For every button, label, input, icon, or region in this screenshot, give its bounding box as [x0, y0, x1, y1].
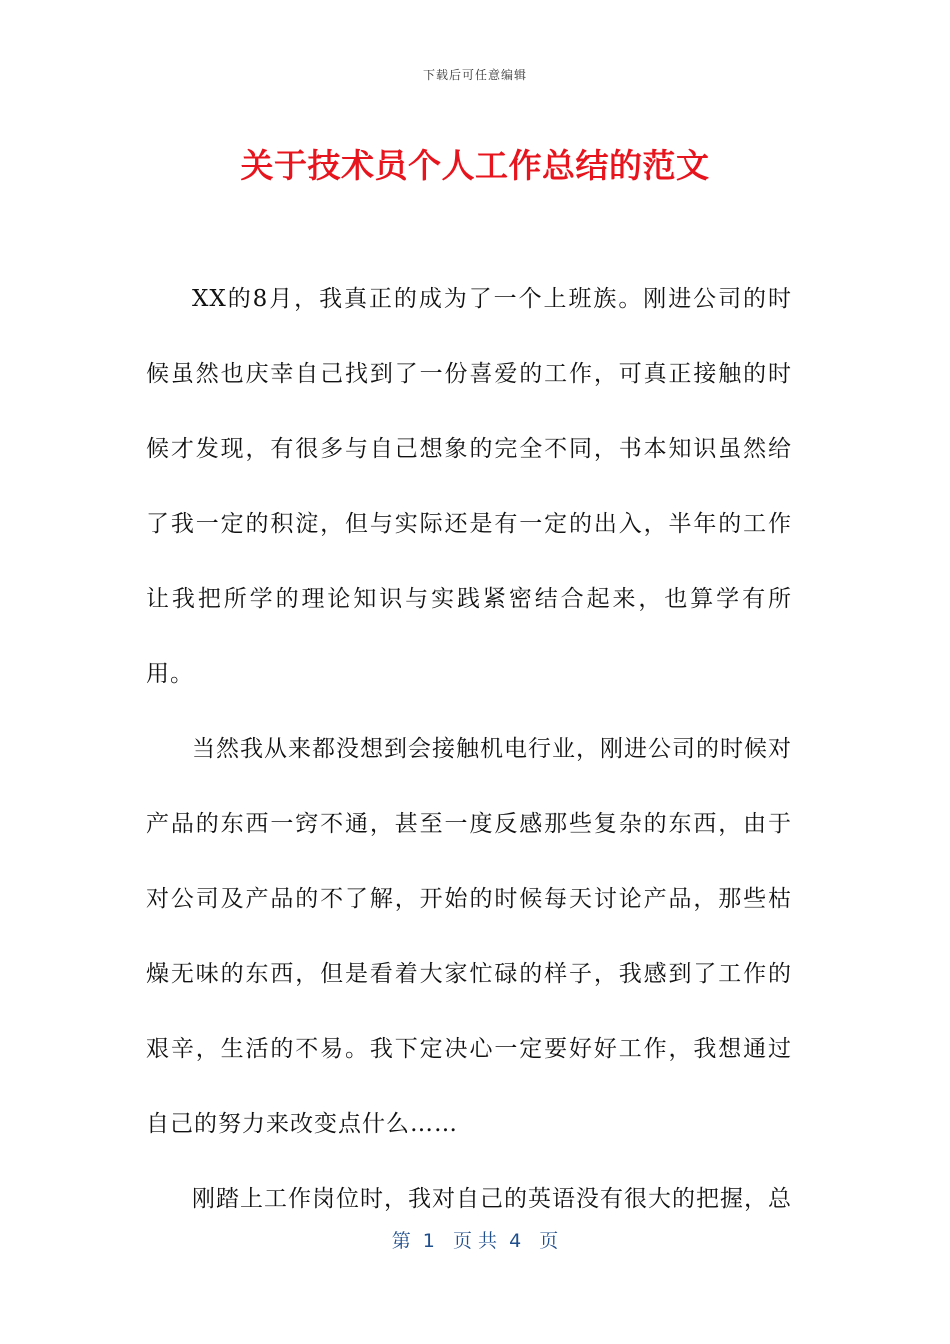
- header-note: 下载后可任意编辑: [422, 68, 527, 82]
- paragraph-2: 当然我从来都没想到会接触机电行业，刚进公司的时候对产品的东西一窍不通，甚至一度反感那些复杂的东西，由于对公司及产品的不了解，开始的时候每天讨论产品，那些枯燥无味的东西，但是看着大家忙碌的样子，我感到了工作的艰辛，生活的不易。我下定决心一定要好好工作，我想通过自己的努力来改变点什么……: [146, 736, 792, 1137]
- page-number-footer: 第 1 页 共 4 页: [391, 1230, 559, 1252]
- document-body: [146, 262, 792, 1237]
- paragraph-3: 刚踏上工作岗位时，我对自己的英语没有很大的把握，总: [192, 1186, 792, 1212]
- document-title: 关于技术员个人工作总结的范文: [240, 146, 710, 185]
- paragraph-1: XX的8月，我真正的成为了一个上班族。刚进公司的时候虽然也庆幸自己找到了一份喜爱的工作，可真正接触的时候才发现，有很多与自己想象的完全不同，书本知识虽然给了我一定的积淀，但与实际还是有一定的出入，半年的工作让我把所学的理论知识与实践紧密结合起来，也算学有所用。: [146, 286, 792, 687]
